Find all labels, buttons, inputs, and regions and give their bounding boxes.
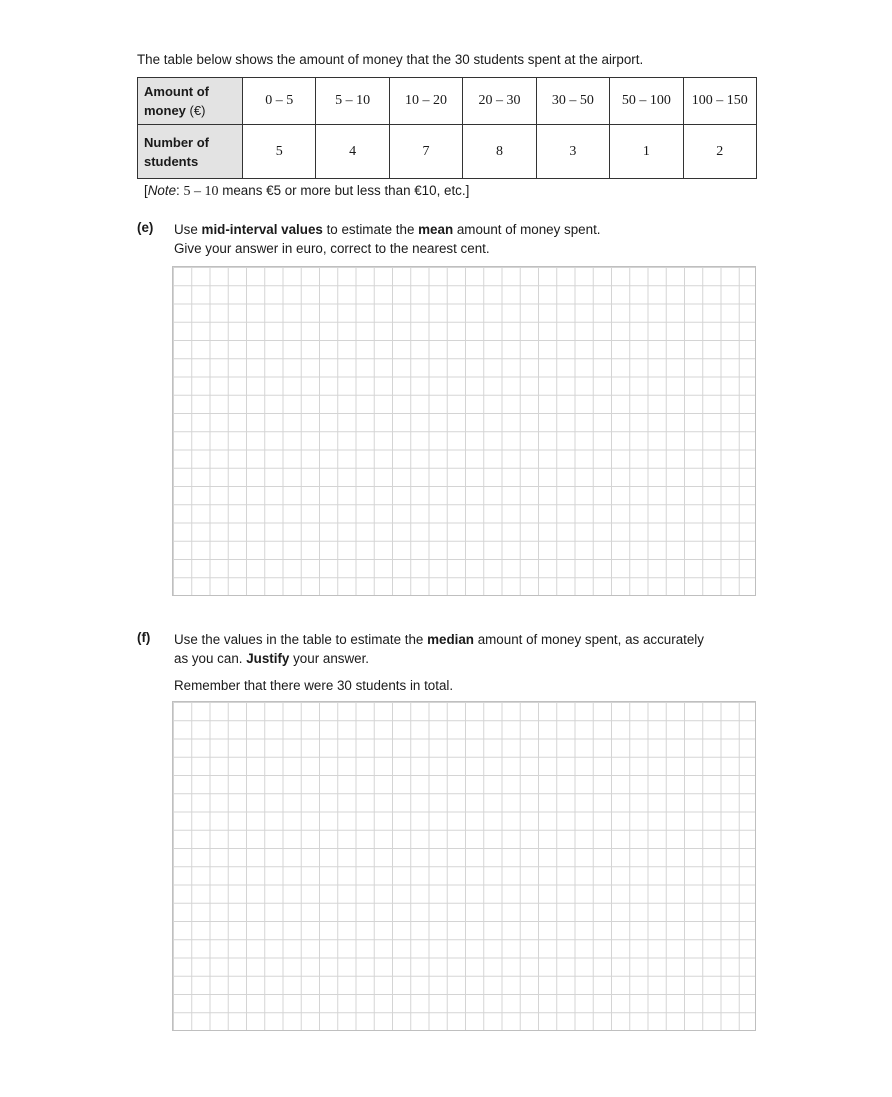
part-f-line2 <box>174 649 704 668</box>
part-f-text: amount of money spent, as accurately <box>473 632 704 647</box>
interval-cell: 10 – 20 <box>389 78 462 125</box>
note-rest: means €5 or more but less than €10, etc.] <box>218 183 470 198</box>
interval-cell: 20 – 30 <box>463 78 536 125</box>
interval-cell: 5 – 10 <box>316 78 389 125</box>
money-frequency-table <box>137 77 757 179</box>
count-cell: 8 <box>463 125 536 179</box>
count-cell: 2 <box>683 125 756 179</box>
table-note <box>144 183 469 200</box>
answer-grid-e[interactable] <box>172 266 756 596</box>
part-f-text: your answer. <box>289 651 370 666</box>
part-e-bold-mid-interval: mid-interval values <box>201 222 323 237</box>
part-e-line1 <box>174 220 601 239</box>
table-row-students <box>138 125 757 179</box>
interval-cell: 30 – 50 <box>536 78 609 125</box>
count-cell: 5 <box>243 125 316 179</box>
part-e-question <box>174 220 601 258</box>
interval-cell: 100 – 150 <box>683 78 756 125</box>
count-cell: 7 <box>389 125 462 179</box>
part-f-bold-median: median <box>427 632 474 647</box>
interval-cell: 50 – 100 <box>610 78 683 125</box>
note-open: [ <box>144 183 148 198</box>
part-e-label: (e) <box>137 220 154 235</box>
part-f-line3: Remember that there were 30 students in total. <box>174 678 454 693</box>
row-header-amount-unit: (€) <box>189 103 206 118</box>
row-header-students: Number of students <box>138 125 243 179</box>
row-header-amount-text: Amount of money <box>144 84 209 118</box>
part-e-line2: Give your answer in euro, correct to the nearest cent. <box>174 241 490 256</box>
part-f-label: (f) <box>137 630 151 645</box>
answer-grid-f[interactable] <box>172 701 756 1031</box>
count-cell: 4 <box>316 125 389 179</box>
interval-cell: 0 – 5 <box>243 78 316 125</box>
part-e-text: amount of money spent. <box>453 222 601 237</box>
note-range: 5 – 10 <box>183 184 219 199</box>
part-f-bold-justify: Justify <box>246 651 290 666</box>
part-f-text: Use the values in the table to estimate the <box>174 632 428 647</box>
note-colon: : <box>176 183 184 198</box>
part-e-bold-mean: mean <box>418 222 454 237</box>
row-header-amount <box>138 78 243 125</box>
part-e-text: to estimate the <box>322 222 419 237</box>
intro-text: The table below shows the amount of money that the 30 students spent at the airport. <box>137 52 644 67</box>
part-f-text: as you can. <box>174 651 247 666</box>
part-f-line1 <box>174 630 704 649</box>
table-row-amount <box>138 78 757 125</box>
note-label: Note <box>147 183 177 198</box>
count-cell: 1 <box>610 125 683 179</box>
part-e-text: Use <box>174 222 202 237</box>
count-cell: 3 <box>536 125 609 179</box>
part-f-question <box>174 630 704 695</box>
